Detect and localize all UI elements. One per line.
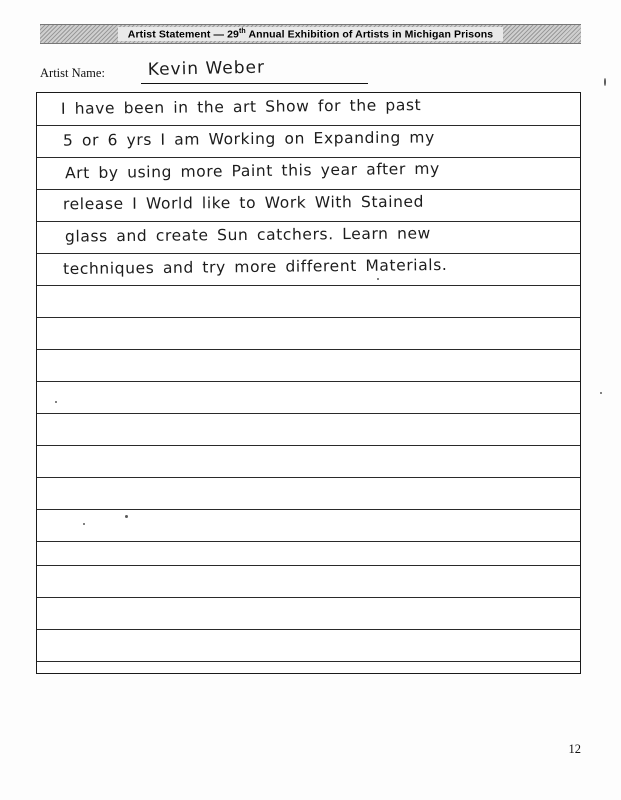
header-banner [40, 24, 581, 44]
statement-lined-box[interactable] [36, 92, 581, 674]
header-title-prefix: Artist Statement — 29 [127, 28, 239, 41]
rule-line [37, 157, 580, 158]
rule-line [37, 565, 580, 566]
statement-line: release I World like to Work With Stained [62, 192, 425, 214]
rule-line [37, 509, 580, 510]
scan-speck [55, 401, 57, 403]
rule-line [37, 221, 580, 222]
rule-line [37, 189, 580, 190]
rule-line [37, 477, 580, 478]
rule-line [37, 661, 580, 662]
artist-name-row [40, 57, 581, 86]
statement-line: 5 or 6 yrs I am Working on Expanding my [62, 128, 435, 150]
scan-speck [600, 392, 602, 394]
rule-line [37, 285, 580, 286]
rule-line [37, 445, 580, 446]
statement-line: techniques and try more different Materials. [62, 255, 448, 279]
rule-line [37, 597, 580, 598]
scan-speck [377, 278, 379, 280]
header-title-superscript: th [239, 27, 246, 35]
scan-speck [83, 523, 85, 525]
statement-line: glass and create Sun catchers. Learn new [64, 224, 431, 246]
page-number: 12 [568, 742, 581, 756]
scan-speck [125, 515, 128, 518]
artist-name-label: Artist Name: [40, 66, 105, 80]
rule-line [37, 381, 580, 382]
page-title [118, 27, 503, 42]
scan-speck [604, 78, 606, 86]
artist-name-rule [141, 83, 368, 84]
rule-line [37, 541, 580, 542]
statement-line: I have been in the art Show for the past [60, 96, 422, 118]
rule-line [37, 349, 580, 350]
rule-line [37, 629, 580, 630]
rule-line [37, 317, 580, 318]
rule-line [37, 253, 580, 254]
statement-line: Art by using more Paint this year after my [64, 159, 440, 183]
rule-line [37, 125, 580, 126]
artist-name-field[interactable]: Kevin Weber [147, 57, 266, 80]
header-title-suffix: Annual Exhibition of Artists in Michigan Prisons [245, 28, 494, 41]
rule-line [37, 413, 580, 414]
